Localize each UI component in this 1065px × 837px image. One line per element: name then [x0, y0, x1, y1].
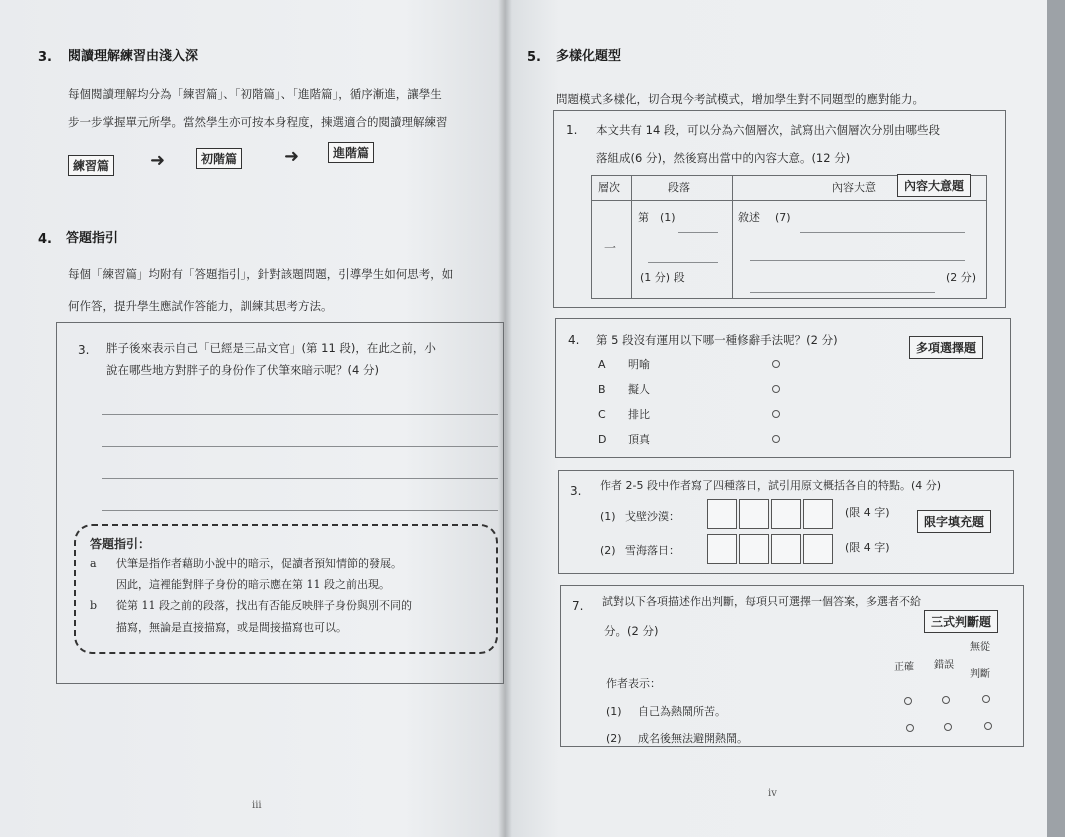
question-7-line1: 試對以下各項描述作出判斷，每項只可選擇一個答案，多選者不給	[602, 595, 921, 608]
answer-line	[102, 478, 498, 479]
option-a-letter: A	[598, 358, 606, 371]
option-b-letter: B	[598, 383, 606, 396]
fill-item-2-limit: (限 4 字)	[845, 541, 890, 554]
option-a-text: 明喻	[628, 358, 650, 371]
fill-cell[interactable]	[803, 534, 833, 564]
table-level-one: 一	[604, 241, 617, 255]
judgement-stem: 作者表示：	[606, 677, 661, 690]
label-practice: 練習篇	[68, 155, 114, 176]
table-column-divider	[631, 175, 632, 299]
section-4-paragraph-line1: 每個「練習篇」均附有「答題指引」，針對該題問題，引導學生如何思考，如	[68, 267, 454, 281]
table-content-score: (2 分)	[946, 271, 977, 284]
judgement-1-true-radio[interactable]	[904, 697, 912, 705]
label-advanced: 進階篇	[328, 142, 374, 163]
judgement-2-cannot-judge-radio[interactable]	[984, 722, 992, 730]
option-b-text: 擬人	[628, 383, 650, 396]
table-header-content: 內容大意	[832, 181, 876, 194]
fill-cell[interactable]	[771, 534, 801, 564]
fill-cell[interactable]	[739, 499, 769, 529]
section-3-number: 3.	[38, 50, 52, 65]
column-header-true: 正確	[894, 662, 914, 673]
column-header-cannot-judge-line1: 無從	[970, 642, 990, 653]
section-5-title: 多樣化題型	[556, 49, 622, 64]
option-d-letter: D	[598, 433, 607, 446]
table-header-divider	[591, 200, 987, 201]
fill-cell[interactable]	[707, 499, 737, 529]
answer-line	[678, 232, 718, 233]
section-5-intro: 問題模式多樣化，切合現今考試模式，增加學生對不同題型的應對能力。	[556, 92, 924, 106]
option-b-radio[interactable]	[772, 385, 780, 393]
section-4-number: 4.	[38, 232, 52, 247]
judgement-1-cannot-judge-radio[interactable]	[982, 695, 990, 703]
guide-item-b-line2: 描寫，無論是直接描寫，或是間接描寫也可以。	[116, 621, 347, 634]
tag-fill-in: 限字填充題	[917, 510, 991, 533]
option-d-radio[interactable]	[772, 435, 780, 443]
fill-cell[interactable]	[803, 499, 833, 529]
table-content-blank-no: (7)	[775, 211, 791, 224]
table-header-paragraph: 段落	[668, 181, 690, 194]
option-c-text: 排比	[628, 408, 650, 421]
judgement-item-1-no: (1)	[606, 705, 622, 718]
tag-content-summary: 內容大意題	[897, 174, 971, 197]
table-column-divider	[732, 175, 733, 299]
fill-cell[interactable]	[739, 534, 769, 564]
section-4-paragraph-line2: 何作答，提升學生應試作答能力，訓練其思考方法。	[68, 299, 333, 313]
tag-judgement: 三式判斷題	[924, 610, 998, 633]
answer-line	[800, 232, 965, 233]
judgement-item-2-text: 成名後無法避開熱鬧。	[638, 732, 748, 745]
answer-line	[102, 446, 498, 447]
right-arrow-icon: ➜	[284, 146, 300, 167]
fill-item-1-text: 戈壁沙漠：	[625, 510, 680, 523]
question-7-line2: 分。(2 分)	[604, 624, 659, 638]
label-beginner: 初階篇	[196, 148, 242, 169]
judgement-2-true-radio[interactable]	[906, 724, 914, 732]
question-1-number: 1.	[566, 123, 578, 137]
column-header-cannot-judge-line2: 判斷	[970, 669, 990, 680]
judgement-item-1-text: 自己為熱鬧所苦。	[638, 705, 726, 718]
question-3b-text: 作者 2-5 段中作者寫了四種落日，試引用原文概括各自的特點。(4 分)	[600, 479, 942, 492]
fill-item-2-no: (2)	[600, 544, 616, 557]
guide-item-b-mark: b	[90, 599, 98, 612]
section-5-number: 5.	[527, 50, 541, 65]
table-para-di: 第	[638, 211, 649, 224]
question-1-line2: 落組成(6 分)，然後寫出當中的內容大意。(12 分)	[596, 151, 851, 165]
answer-line	[102, 414, 498, 415]
judgement-1-false-radio[interactable]	[942, 696, 950, 704]
answer-line	[102, 510, 498, 511]
option-d-text: 頂真	[628, 433, 650, 446]
guide-item-a-line2: 因此，這裡能對胖子身份的暗示應在第 11 段之前出現。	[116, 578, 390, 591]
question-3-number: 3.	[78, 343, 90, 357]
table-header-level: 層次	[598, 181, 620, 194]
question-7-number: 7.	[572, 599, 584, 613]
right-arrow-icon: ➜	[150, 150, 166, 171]
table-content-prefix: 敘述	[738, 211, 760, 224]
option-c-radio[interactable]	[772, 410, 780, 418]
option-c-letter: C	[598, 408, 606, 421]
guide-item-b-line1: 從第 11 段之前的段落，找出有否能反映胖子身份與別不同的	[116, 599, 412, 612]
section-3-title: 閱讀理解練習由淺入深	[68, 49, 199, 64]
fill-item-1-limit: (限 4 字)	[845, 506, 890, 519]
answer-line	[648, 262, 718, 263]
answer-guide-title: 答題指引：	[90, 537, 151, 551]
section-3-paragraph-line2: 步一步掌握單元所學。當然學生亦可按本身程度，揀選適合的閱讀理解練習	[68, 115, 448, 129]
fill-cell[interactable]	[771, 499, 801, 529]
fill-cell[interactable]	[707, 534, 737, 564]
question-4-text: 第 5 段沒有運用以下哪一種修辭手法呢？(2 分)	[596, 333, 838, 347]
guide-item-a-mark: a	[90, 557, 97, 570]
column-header-false: 錯誤	[934, 660, 954, 671]
fill-item-2-text: 雪海落日：	[625, 544, 680, 557]
guide-item-a-line1: 伏筆是指作者藉助小說中的暗示，促讀者預知情節的發展。	[116, 557, 402, 570]
judgement-2-false-radio[interactable]	[944, 723, 952, 731]
tag-multiple-choice: 多項選擇題	[909, 336, 983, 359]
judgement-item-2-no: (2)	[606, 732, 622, 745]
question-4-number: 4.	[568, 333, 580, 347]
section-4-title: 答題指引	[66, 231, 119, 246]
section-3-paragraph-line1: 每個閱讀理解均分為「練習篇」、「初階篇」、「進階篇」，循序漸進，讓學生	[68, 87, 442, 101]
page-edge	[1047, 0, 1065, 837]
table-para-blank-no: (1)	[660, 211, 676, 224]
answer-line	[750, 292, 935, 293]
question-3b-number: 3.	[570, 484, 582, 498]
question-3-line1: 胖子後來表示自己「已經是三品文官」(第 11 段)，在此之前，小	[106, 341, 436, 355]
table-para-score: (1 分) 段	[640, 271, 685, 284]
question-3-line2: 說在哪些地方對胖子的身份作了伏筆來暗示呢？(4 分)	[106, 363, 379, 377]
fill-item-1-no: (1)	[600, 510, 616, 523]
page-number-right: iv	[768, 788, 777, 799]
page-number-left: iii	[252, 800, 262, 811]
option-a-radio[interactable]	[772, 360, 780, 368]
question-1-line1: 本文共有 14 段，可以分為六個層次，試寫出六個層次分別由哪些段	[596, 123, 940, 137]
answer-line	[750, 260, 965, 261]
